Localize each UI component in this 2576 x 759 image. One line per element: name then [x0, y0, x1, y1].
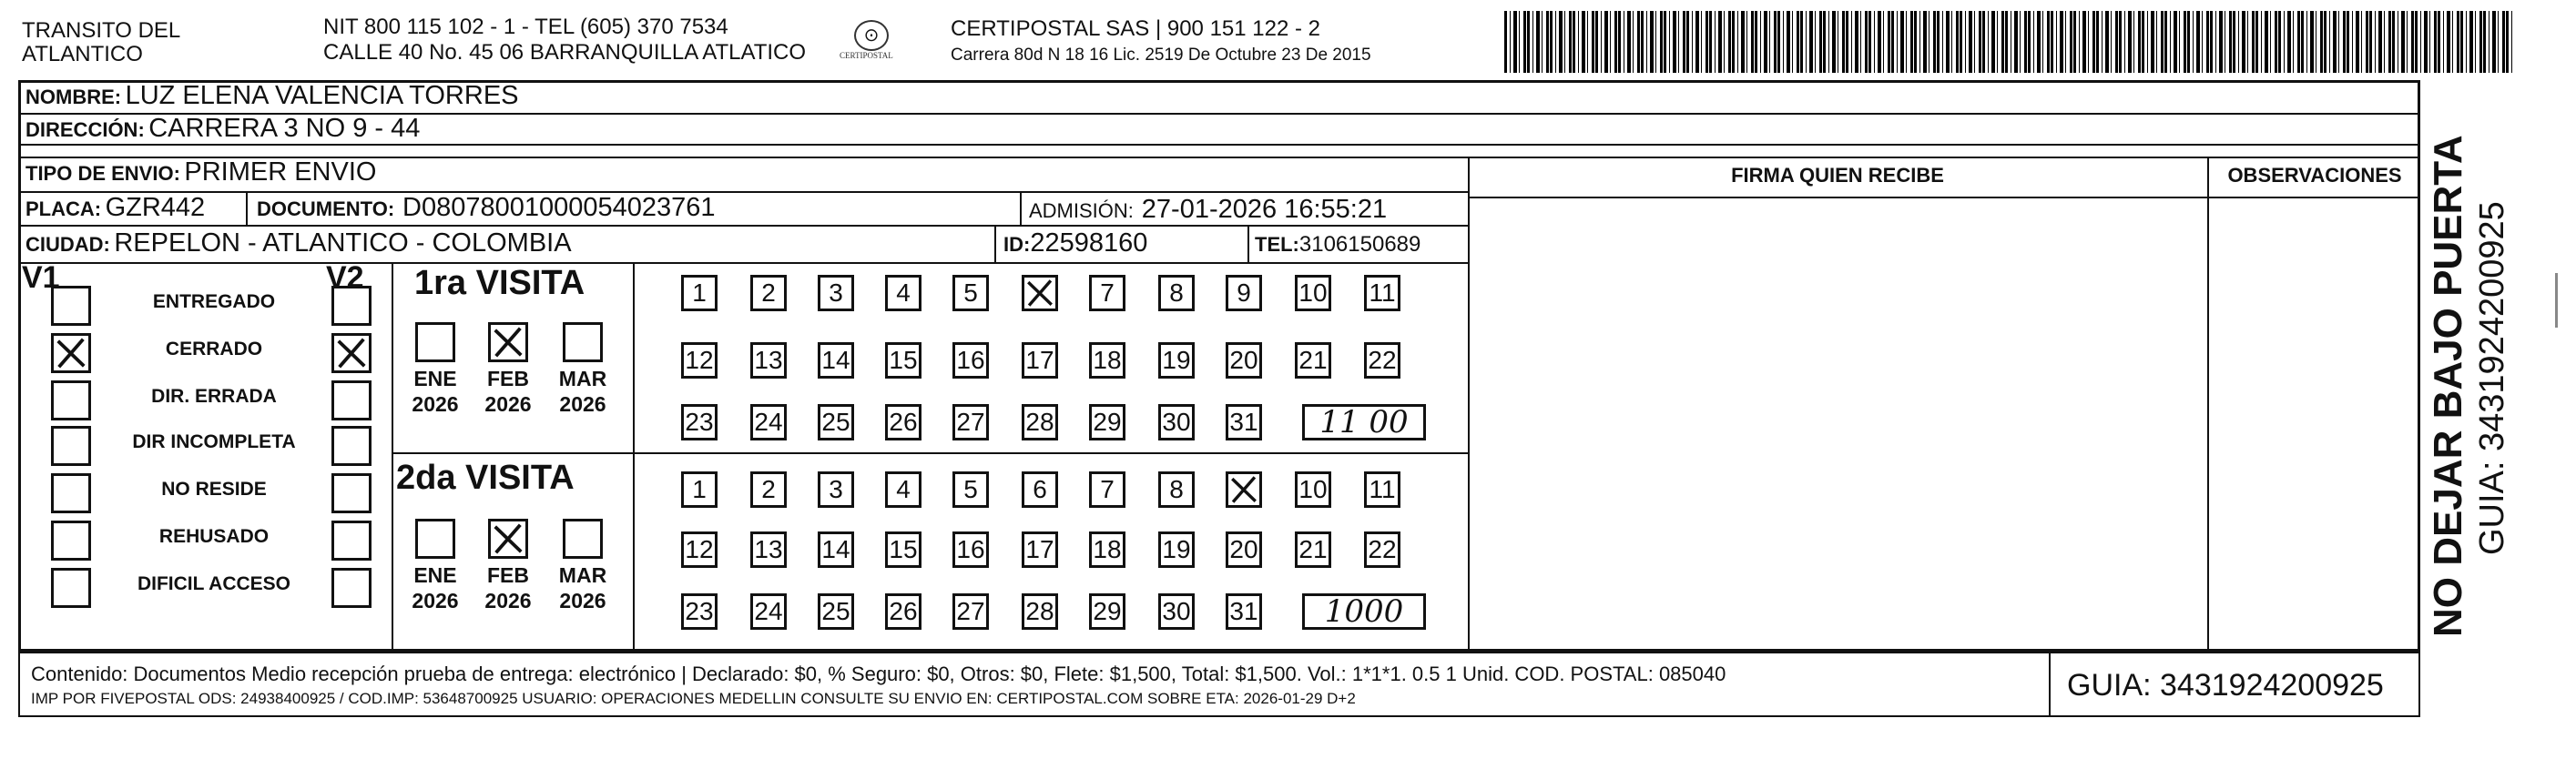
delivery-option-label: DIR INCOMPLETA — [132, 431, 296, 452]
visit-time[interactable]: 1000 — [1302, 593, 1426, 630]
v1-checkbox[interactable] — [51, 426, 91, 466]
admision-label: ADMISIÓN: — [1029, 199, 1134, 222]
day-box[interactable]: 27 — [952, 593, 989, 630]
day-box[interactable]: 24 — [750, 593, 787, 630]
address-line: CALLE 40 No. 45 06 BARRANQUILLA ATLATICO — [323, 40, 807, 65]
day-box[interactable]: 19 — [1158, 342, 1195, 379]
month-label — [554, 562, 612, 613]
day-box[interactable]: 11 — [1364, 275, 1400, 311]
day-box[interactable]: 2 — [750, 471, 787, 508]
day-box[interactable]: 7 — [1089, 471, 1125, 508]
day-box[interactable]: 9 — [1226, 275, 1262, 311]
ciudad-value: REPELON - ATLANTICO - COLOMBIA — [114, 228, 572, 258]
month-name: MAR — [558, 367, 607, 390]
side-guia: GUIA: 3431924200925 — [2473, 201, 2511, 555]
day-box[interactable]: 31 — [1226, 404, 1262, 440]
day-box[interactable]: 10 — [1295, 275, 1331, 311]
day-box[interactable]: 1 — [681, 471, 718, 508]
month-year: 2026 — [559, 589, 606, 612]
day-box[interactable]: 8 — [1158, 471, 1195, 508]
delivery-option-label: NO RESIDE — [161, 479, 267, 500]
v1-checkbox[interactable] — [51, 568, 91, 608]
month-label — [406, 562, 464, 613]
day-box[interactable]: 20 — [1226, 342, 1262, 379]
day-box[interactable]: 14 — [818, 342, 854, 379]
day-box[interactable]: 21 — [1295, 342, 1331, 379]
visit-time[interactable]: 11 00 — [1302, 404, 1426, 440]
v1-checkbox[interactable] — [51, 380, 91, 420]
day-box[interactable] — [1226, 471, 1262, 508]
day-box[interactable]: 22 — [1364, 342, 1400, 379]
documento-value: D08078001000054023761 — [402, 193, 716, 222]
day-box[interactable]: 23 — [681, 404, 718, 440]
visit2-title: 2da VISITA — [396, 459, 575, 497]
month-label — [554, 366, 612, 417]
day-box[interactable]: 14 — [818, 531, 854, 568]
day-box[interactable]: 4 — [885, 275, 921, 311]
tipo-envio-value: PRIMER ENVIO — [184, 157, 377, 187]
day-box[interactable]: 22 — [1364, 531, 1400, 568]
v2-checkbox[interactable] — [331, 521, 372, 561]
day-box[interactable]: 31 — [1226, 593, 1262, 630]
ciudad-label: CIUDAD: — [25, 233, 110, 256]
month-label — [479, 562, 537, 613]
day-box[interactable]: 13 — [750, 531, 787, 568]
month-name: ENE — [413, 563, 457, 587]
direccion-value: CARRERA 3 NO 9 - 44 — [148, 114, 421, 143]
footer-guia: GUIA: 3431924200925 — [2067, 668, 2384, 703]
month-year: 2026 — [484, 589, 532, 612]
delivery-option-label: DIR. ERRADA — [151, 386, 277, 407]
footer-content-line: Contenido: Documentos Medio recepción prueba de entrega: electrónico | Declarado: $0, % Seguro: $0, Otros: $0, Flete: $1,500, Total: $1,500. Vol.: 1*1*1. 0.5 1 Unid. COD. POSTAL: 085040 — [31, 663, 1726, 685]
month-year: 2026 — [559, 392, 606, 416]
day-box[interactable]: 29 — [1089, 404, 1125, 440]
day-box[interactable]: 17 — [1022, 342, 1058, 379]
day-box[interactable]: 2 — [750, 275, 787, 311]
day-box[interactable]: 18 — [1089, 342, 1125, 379]
delivery-option-label: ENTREGADO — [152, 291, 276, 312]
v2-checkbox[interactable] — [331, 473, 372, 513]
delivery-option-label: CERRADO — [165, 339, 263, 359]
direccion-label: DIRECCIÓN: — [25, 118, 145, 141]
tipo-envio-label: TIPO DE ENVIO: — [25, 162, 180, 185]
footer-print-line: IMP POR FIVEPOSTAL ODS: 24938400925 / COD.IMP: 53648700925 USUARIO: OPERACIONES MEDELLIN CONSULTE SU ENVIO EN: CERTIPOSTAL.COM SOBRE ETA: 2026-01-29 D+2 — [31, 690, 1356, 707]
day-box[interactable]: 21 — [1295, 531, 1331, 568]
day-box[interactable]: 25 — [818, 593, 854, 630]
v2-checkbox[interactable] — [331, 286, 372, 326]
day-box[interactable]: 16 — [952, 531, 989, 568]
id-label: ID: — [1003, 233, 1031, 256]
visit1-title: 1ra VISITA — [414, 264, 585, 302]
day-box[interactable]: 23 — [681, 593, 718, 630]
day-box[interactable]: 5 — [952, 275, 989, 311]
placa-value: GZR442 — [105, 193, 206, 222]
v1-checkbox[interactable] — [51, 333, 91, 373]
day-box[interactable]: 1 — [681, 275, 718, 311]
day-box[interactable]: 13 — [750, 342, 787, 379]
courier-address: Carrera 80d N 18 16 Lic. 2519 De Octubre 23 De 2015 — [951, 46, 1371, 65]
v1-checkbox[interactable] — [51, 473, 91, 513]
check-x-icon — [491, 325, 525, 359]
day-box[interactable]: 30 — [1158, 404, 1195, 440]
day-box[interactable]: 15 — [885, 342, 921, 379]
observaciones-header: OBSERVACIONES — [2227, 164, 2402, 187]
v1-checkbox[interactable] — [51, 521, 91, 561]
observations-area[interactable] — [2209, 198, 2418, 650]
v2-label: V2 — [326, 260, 364, 295]
delivery-option-label: DIFICIL ACCESO — [137, 573, 290, 594]
certipostal-logo-icon: ⊙ — [854, 20, 889, 51]
day-box[interactable]: 12 — [681, 531, 718, 568]
month-name: FEB — [487, 367, 529, 390]
no-dejar-warning: NO DEJAR BAJO PUERTA — [2426, 135, 2470, 637]
admision-value: 27-01-2026 16:55:21 — [1141, 195, 1388, 224]
nombre-value: LUZ ELENA VALENCIA TORRES — [125, 81, 519, 110]
v1-label: V1 — [22, 260, 60, 295]
check-x-icon — [1228, 474, 1259, 505]
placa-label: PLACA: — [25, 197, 102, 220]
nombre-label: NOMBRE: — [25, 86, 122, 108]
day-box[interactable]: 18 — [1089, 531, 1125, 568]
signature-area[interactable] — [1470, 198, 2205, 650]
day-box[interactable]: 29 — [1089, 593, 1125, 630]
day-box[interactable]: 20 — [1226, 531, 1262, 568]
day-box[interactable]: 19 — [1158, 531, 1195, 568]
tel-value: 3106150689 — [1298, 232, 1421, 257]
check-x-icon — [54, 336, 88, 370]
day-box[interactable]: 28 — [1022, 593, 1058, 630]
day-box[interactable]: 24 — [750, 404, 787, 440]
month-label — [406, 366, 464, 417]
month-checkbox[interactable] — [563, 322, 603, 362]
month-checkbox[interactable] — [415, 519, 455, 559]
month-checkbox[interactable] — [488, 322, 528, 362]
barcode — [1504, 11, 2513, 73]
day-box[interactable]: 25 — [818, 404, 854, 440]
tel-label: TEL: — [1255, 233, 1299, 256]
day-box[interactable]: 27 — [952, 404, 989, 440]
day-box[interactable]: 26 — [885, 404, 921, 440]
month-checkbox[interactable] — [488, 519, 528, 559]
month-name: FEB — [487, 563, 529, 587]
v2-checkbox[interactable] — [331, 333, 372, 373]
day-box[interactable]: 16 — [952, 342, 989, 379]
nit-line: NIT 800 115 102 - 1 - TEL (605) 370 7534 — [323, 15, 728, 39]
month-year: 2026 — [412, 392, 459, 416]
month-year: 2026 — [412, 589, 459, 612]
day-box[interactable]: 3 — [818, 471, 854, 508]
documento-label: DOCUMENTO: — [257, 197, 395, 220]
v2-checkbox[interactable] — [331, 426, 372, 466]
check-x-icon — [1024, 278, 1055, 309]
day-box[interactable]: 12 — [681, 342, 718, 379]
check-x-icon — [491, 521, 525, 556]
day-box[interactable]: 26 — [885, 593, 921, 630]
day-box[interactable]: 3 — [818, 275, 854, 311]
firma-header: FIRMA QUIEN RECIBE — [1731, 164, 1944, 187]
company-name-line2: ATLANTICO — [22, 42, 143, 66]
v1-checkbox[interactable] — [51, 286, 91, 326]
courier-name: CERTIPOSTAL SAS | 900 151 122 - 2 — [951, 16, 1320, 41]
id-value: 22598160 — [1030, 228, 1148, 258]
day-box[interactable]: 28 — [1022, 404, 1058, 440]
month-year: 2026 — [484, 392, 532, 416]
v2-checkbox[interactable] — [331, 568, 372, 608]
day-box[interactable]: 17 — [1022, 531, 1058, 568]
check-x-icon — [334, 336, 369, 370]
day-box[interactable]: 10 — [1295, 471, 1331, 508]
v2-checkbox[interactable] — [331, 380, 372, 420]
month-checkbox[interactable] — [563, 519, 603, 559]
company-name-line1: TRANSITO DEL — [22, 18, 181, 43]
day-box[interactable]: 6 — [1022, 471, 1058, 508]
delivery-option-label: REHUSADO — [158, 526, 270, 547]
month-name: ENE — [413, 367, 457, 390]
day-box[interactable] — [1022, 275, 1058, 311]
day-box[interactable]: 30 — [1158, 593, 1195, 630]
month-label — [479, 366, 537, 417]
day-box[interactable]: 4 — [885, 471, 921, 508]
day-box[interactable]: 8 — [1158, 275, 1195, 311]
day-box[interactable]: 15 — [885, 531, 921, 568]
month-checkbox[interactable] — [415, 322, 455, 362]
month-name: MAR — [558, 563, 607, 587]
day-box[interactable]: 11 — [1364, 471, 1400, 508]
day-box[interactable]: 5 — [952, 471, 989, 508]
day-box[interactable]: 7 — [1089, 275, 1125, 311]
logo-text: CERTIPOSTAL — [840, 51, 893, 60]
